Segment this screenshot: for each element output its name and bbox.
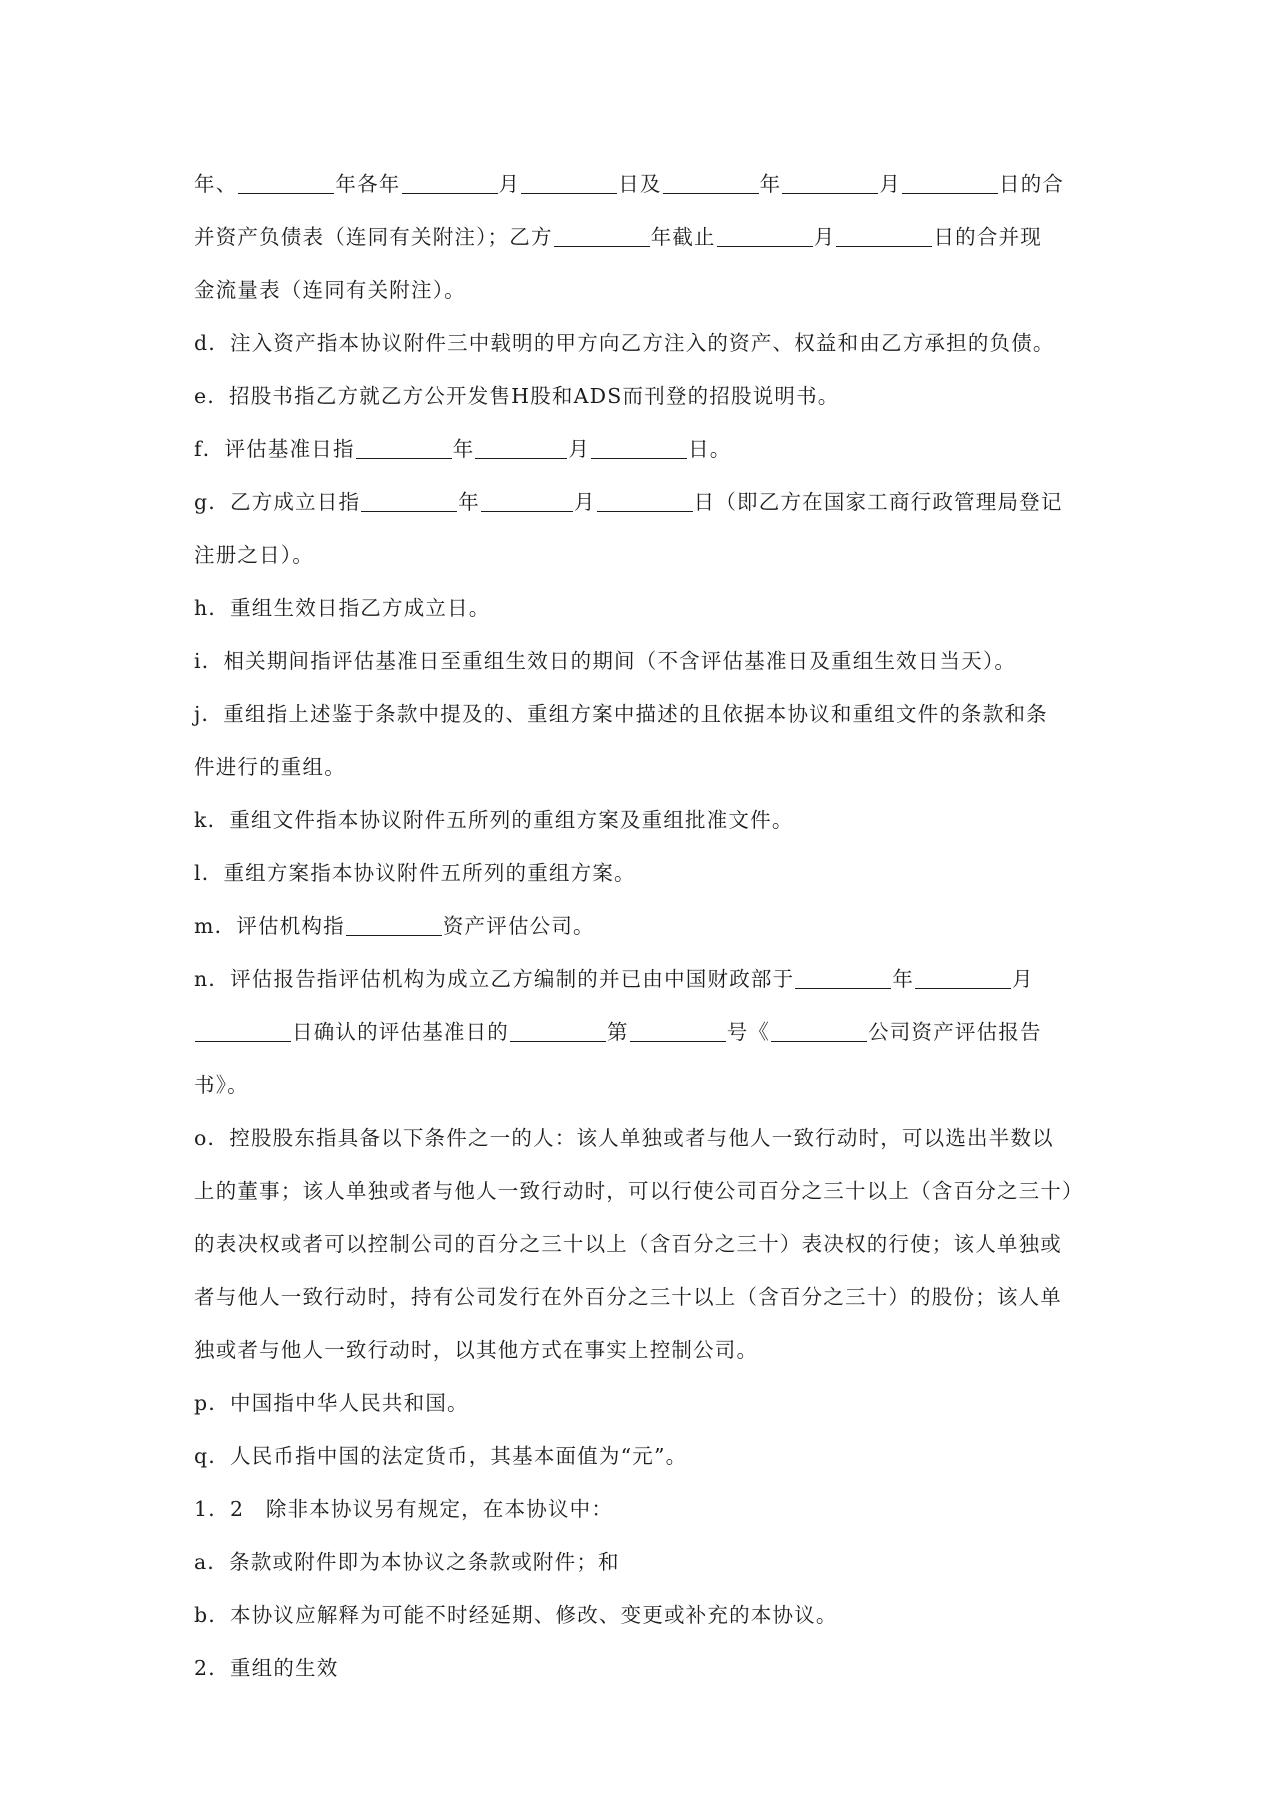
fill-in-blank	[915, 963, 1011, 989]
text-run: q．人民币指中国的法定货币，其基本面值为“元”。	[194, 1444, 688, 1468]
fill-in-blank	[361, 486, 457, 512]
text-run: 的表决权或者可以控制公司的百分之三十以上（含百分之三十）表决权的行使；该人单独或	[194, 1232, 1062, 1256]
fill-in-blank	[836, 221, 932, 247]
text-line	[194, 320, 1094, 373]
fill-in-blank	[195, 1016, 291, 1042]
text-run: 件进行的重组。	[194, 755, 346, 779]
text-run: 年各年	[335, 172, 401, 196]
fill-in-blank	[554, 221, 650, 247]
text-run: 月	[813, 225, 836, 249]
text-run: a．条款或附件即为本协议之条款或附件；和	[194, 1550, 620, 1574]
fill-in-blank	[356, 433, 452, 459]
text-run: 年	[759, 172, 782, 196]
text-run: 日确认的评估基准日的	[292, 1020, 509, 1044]
text-run: 书》。	[194, 1073, 249, 1097]
text-run: 年、	[194, 172, 238, 196]
text-run: 日的合并现	[933, 225, 1042, 249]
text-run: 2．重组的生效	[194, 1656, 339, 1680]
fill-in-blank	[346, 910, 442, 936]
text-line	[194, 1327, 1094, 1380]
text-line	[194, 1062, 1094, 1115]
text-run: b．本协议应解释为可能不时经延期、修改、变更或补充的本协议。	[194, 1603, 838, 1627]
text-line	[194, 638, 1094, 691]
text-line	[194, 1645, 1094, 1698]
text-line	[194, 1168, 1094, 1221]
fill-in-blank	[795, 963, 891, 989]
text-run: 上的董事；该人单独或者与他人一致行动时，可以行使公司百分之三十以上（含百分之三十）	[194, 1179, 1084, 1203]
text-run: 者与他人一致行动时，持有公司发行在外百分之三十以上（含百分之三十）的股份；该人单	[194, 1285, 1062, 1309]
text-run: k．重组文件指本协议附件五所列的重组方案及重组批准文件。	[194, 808, 794, 832]
text-run: 并资产负债表（连同有关附注）；乙方	[194, 225, 553, 249]
fill-in-blank	[663, 168, 759, 194]
text-run: 独或者与他人一致行动时，以其他方式在事实上控制公司。	[194, 1338, 759, 1362]
text-run: d．注入资产指本协议附件三中载明的甲方向乙方注入的资产、权益和由乙方承担的负债。	[194, 331, 1055, 355]
text-line	[194, 585, 1094, 638]
text-line	[194, 1539, 1094, 1592]
text-run: 第	[607, 1020, 629, 1044]
fill-in-blank	[481, 486, 573, 512]
fill-in-blank	[717, 221, 813, 247]
fill-in-blank	[510, 1016, 606, 1042]
text-line	[194, 426, 1094, 479]
text-run: f．评估基准日指	[194, 437, 355, 461]
text-line	[194, 1433, 1094, 1486]
text-line	[194, 744, 1094, 797]
text-run: m．评估机构指	[194, 914, 345, 938]
text-line	[194, 214, 1094, 267]
text-run: 金流量表（连同有关附注）。	[194, 278, 466, 302]
fill-in-blank	[591, 433, 687, 459]
fill-in-blank	[402, 168, 498, 194]
text-run: 1．2 除非本协议另有规定，在本协议中：	[194, 1497, 614, 1521]
text-run: 日。	[688, 437, 732, 461]
text-line	[194, 267, 1094, 320]
text-run: 月	[568, 437, 591, 461]
text-run: 日及	[618, 172, 662, 196]
text-run: j．重组指上述鉴于条款中提及的、重组方案中描述的且依据本协议和重组文件的条款和条	[194, 702, 1048, 726]
fill-in-blank	[902, 168, 998, 194]
text-run: 年	[458, 490, 480, 514]
text-run: 资产评估公司。	[442, 914, 595, 938]
text-line	[194, 1274, 1094, 1327]
text-line	[194, 373, 1094, 426]
text-run: p．中国指中华人民共和国。	[194, 1391, 469, 1415]
text-run: 月	[1012, 967, 1034, 991]
text-run: 月	[573, 490, 596, 514]
fill-in-blank	[597, 486, 693, 512]
text-line	[194, 1115, 1094, 1168]
fill-in-blank	[771, 1016, 867, 1042]
text-line	[194, 1009, 1094, 1062]
text-line	[194, 479, 1094, 532]
text-run: 月	[498, 172, 521, 196]
text-run: o．控股股东指具备以下条件之一的人：该人单独或者与他人一致行动时，可以选出半数以	[194, 1126, 1054, 1150]
text-run: 公司资产评估报告	[868, 1020, 1042, 1044]
document-body	[194, 161, 1094, 1698]
text-line	[194, 797, 1094, 850]
text-run: g．乙方成立日指	[194, 490, 361, 514]
text-line	[194, 1221, 1094, 1274]
text-run: 月	[879, 172, 902, 196]
text-line	[194, 1592, 1094, 1645]
text-run: i．相关期间指评估基准日至重组生效日的期间（不含评估基准日及重组生效日当天）。	[194, 649, 1017, 673]
text-line	[194, 532, 1094, 585]
text-run: h．重组生效日指乙方成立日。	[194, 596, 491, 620]
text-run: 注册之日）。	[194, 543, 314, 567]
fill-in-blank	[238, 168, 334, 194]
fill-in-blank	[475, 433, 567, 459]
fill-in-blank	[782, 168, 878, 194]
text-line	[194, 161, 1094, 214]
text-run: e．招股书指乙方就乙方公开发售H股和ADS而刊登的招股说明书。	[194, 384, 840, 408]
text-line	[194, 1486, 1094, 1539]
text-run: 年	[452, 437, 475, 461]
text-line	[194, 1380, 1094, 1433]
text-run: 年截止	[650, 225, 716, 249]
text-run: 年	[892, 967, 915, 991]
text-run: 日的合	[999, 172, 1065, 196]
fill-in-blank	[630, 1016, 726, 1042]
text-run: 日（即乙方在国家工商行政管理局登记	[693, 490, 1063, 514]
text-run: 号《	[726, 1020, 771, 1044]
text-line	[194, 850, 1094, 903]
fill-in-blank	[521, 168, 617, 194]
text-line	[194, 903, 1094, 956]
text-line	[194, 691, 1094, 744]
text-line	[194, 956, 1094, 1009]
text-run: l．重组方案指本协议附件五所列的重组方案。	[194, 861, 636, 885]
text-run: n．评估报告指评估机构为成立乙方编制的并已由中国财政部于	[194, 967, 795, 991]
